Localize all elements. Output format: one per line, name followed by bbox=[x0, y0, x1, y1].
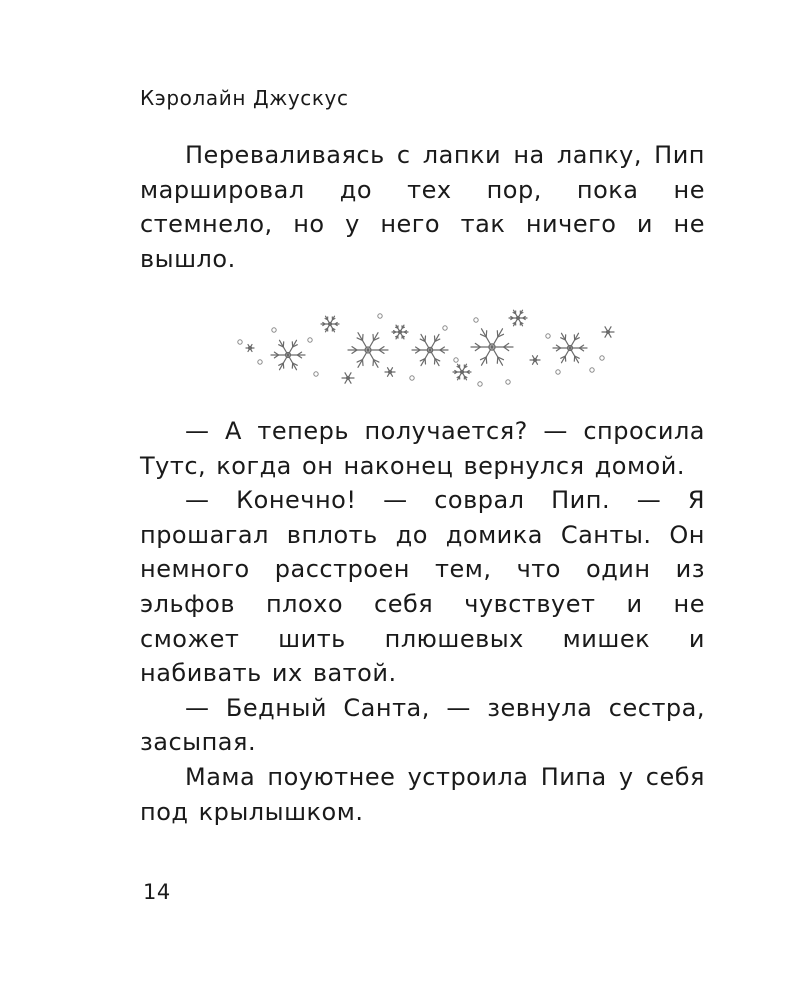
snowflake-icon bbox=[530, 356, 540, 365]
text-block-bottom bbox=[140, 414, 705, 829]
paragraph: — Конечно! — соврал Пип. — Я прошагал вплоть до домика Санты. Он немного расстроен тем, что один из эльфов плохо себя чувствует и не сможет шить плюшевых мишек и набивать их ватой. bbox=[140, 486, 705, 688]
snow-dot-icon bbox=[258, 360, 262, 364]
snowflake-icon bbox=[392, 325, 408, 339]
snow-dot-icon bbox=[600, 356, 604, 360]
snowflake-icon bbox=[471, 329, 513, 365]
snowflake-icon bbox=[348, 333, 388, 368]
snow-dot-icon bbox=[590, 368, 594, 372]
snowflake-icon bbox=[271, 340, 305, 369]
snowflake-icon bbox=[321, 316, 339, 332]
paragraph: Мама поуютнее устроила Пипа у себя под крылышком. bbox=[140, 762, 705, 826]
snow-dot-icon bbox=[506, 380, 510, 384]
snowflake-icon bbox=[453, 364, 471, 380]
snow-dot-icon bbox=[443, 326, 447, 330]
snowflakes-ornament-svg bbox=[230, 300, 620, 395]
paragraph: — Бедный Санта, — зевнула сестра, засыпая. bbox=[140, 693, 705, 757]
running-header-author: Кэролайн Джускус bbox=[140, 86, 349, 110]
snow-dot-icon bbox=[378, 314, 382, 318]
snowflake-icon bbox=[342, 373, 354, 383]
text-block-top bbox=[140, 138, 705, 276]
snowflake-icon bbox=[385, 368, 395, 377]
snowflake-icon bbox=[509, 310, 527, 326]
snow-dot-icon bbox=[308, 338, 312, 342]
snowflake-icon bbox=[412, 334, 448, 365]
page-number: 14 bbox=[143, 880, 171, 904]
snow-dot-icon bbox=[314, 372, 318, 376]
snow-dot-icon bbox=[474, 318, 478, 322]
snow-dot-icon bbox=[556, 370, 560, 374]
paragraph: — А теперь получается? — спросила Тутс, когда он наконец вернулся домой. bbox=[140, 417, 705, 480]
snow-dot-icon bbox=[546, 334, 550, 338]
snowflake-icon bbox=[602, 327, 614, 337]
snowflake-icon bbox=[246, 345, 254, 352]
paragraph: Переваливаясь с лапки на лапку, Пип маршировал до тех пор, пока не стемнело, но у него так ничего и не вышло. bbox=[140, 141, 705, 273]
snow-dot-icon bbox=[478, 382, 482, 386]
snow-dot-icon bbox=[454, 358, 458, 362]
snowflakes-ornament-icon bbox=[230, 300, 620, 395]
snow-dot-icon bbox=[410, 376, 414, 380]
snow-dot-icon bbox=[238, 340, 242, 344]
snowflake-icon bbox=[553, 333, 587, 362]
snow-dot-icon bbox=[272, 328, 276, 332]
